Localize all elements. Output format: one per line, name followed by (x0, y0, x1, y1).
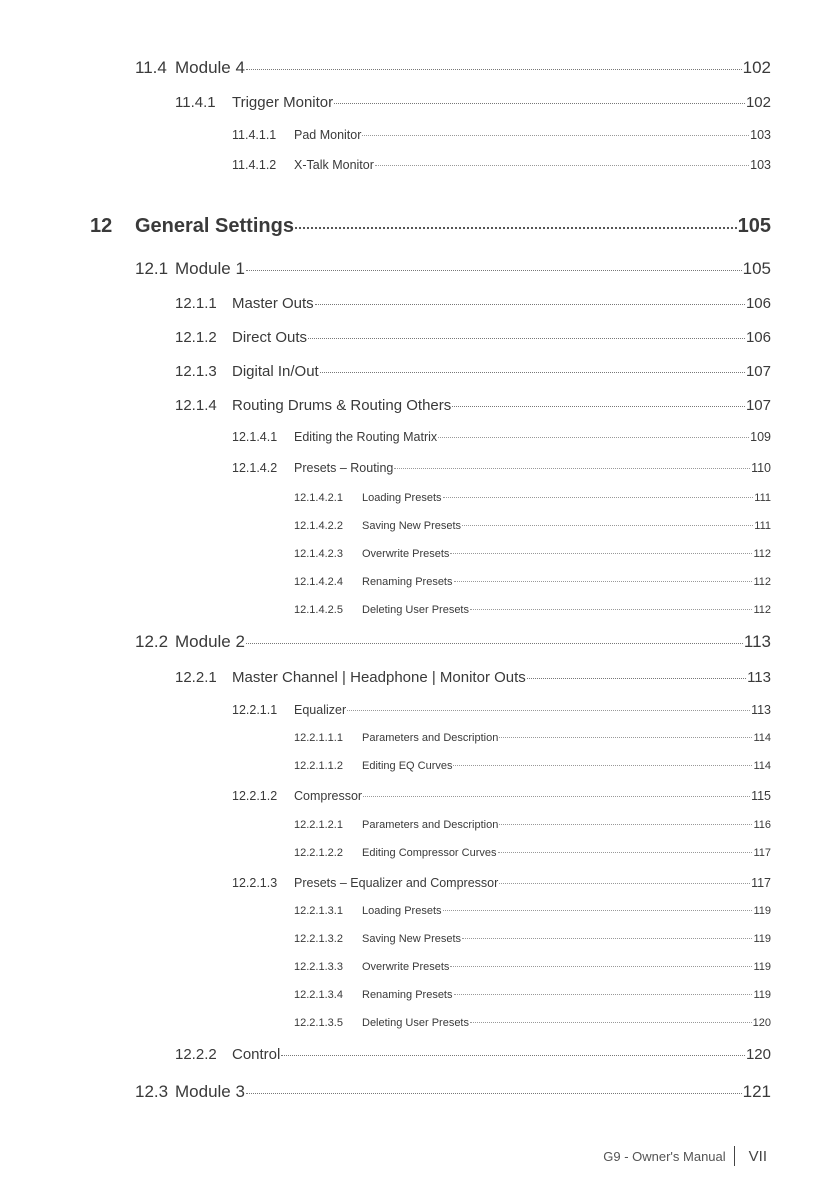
toc-entry-title: Digital In/Out (232, 363, 319, 380)
toc-entry[interactable] (175, 363, 771, 380)
toc-entry-number: 12.1.4 (175, 397, 217, 414)
toc-entry[interactable] (294, 961, 771, 973)
toc-dot-leader (499, 883, 750, 884)
toc-entry[interactable] (135, 1082, 771, 1102)
toc-dot-leader (320, 372, 745, 373)
toc-entry-title: Trigger Monitor (232, 94, 334, 111)
toc-entry-page: 120 (745, 1046, 771, 1063)
toc-entry[interactable] (175, 1046, 771, 1063)
toc-dot-leader (334, 103, 745, 104)
toc-entry-page: 113 (747, 669, 771, 686)
toc-entry-title: Parameters and Description (362, 732, 499, 744)
toc-dot-leader (462, 938, 752, 939)
toc-entry-title: Pad Monitor (294, 128, 362, 142)
toc-dot-leader (462, 525, 753, 526)
toc-dot-leader (450, 966, 752, 967)
toc-entry-number: 12.2.1.2 (232, 789, 278, 803)
toc-entry-title: Loading Presets (362, 492, 442, 504)
toc-entry[interactable] (232, 158, 771, 172)
toc-entry[interactable] (135, 58, 771, 78)
toc-entry[interactable] (175, 94, 771, 111)
toc-entry-page: 105 (737, 215, 771, 237)
toc-dot-leader (470, 609, 752, 610)
toc-dot-leader (453, 765, 752, 766)
toc-entry[interactable] (175, 669, 771, 686)
toc-dot-leader (281, 1055, 745, 1056)
toc-entry-number: 12.2.1.3 (232, 876, 278, 890)
toc-entry-page: 120 (752, 1017, 771, 1029)
toc-dot-leader (246, 643, 743, 644)
toc-dot-leader (527, 678, 746, 679)
toc-entry-title: Module 4 (175, 58, 245, 77)
toc-entry-title: Parameters and Description (362, 819, 499, 831)
toc-entry-page: 114 (753, 732, 771, 744)
toc-entry-number: 12.2.1.3.2 (294, 933, 343, 945)
toc-entry-number: 12.1.3 (175, 363, 217, 380)
toc-dot-leader (394, 468, 750, 469)
toc-entry[interactable] (294, 847, 771, 859)
toc-entry-number: 12.1.4.2.3 (294, 548, 343, 560)
toc-entry-title: Editing the Routing Matrix (294, 430, 438, 444)
toc-entry-page: 111 (754, 520, 771, 532)
toc-entry[interactable] (232, 703, 771, 717)
toc-entry-page: 113 (751, 703, 771, 717)
toc-entry-title: Module 2 (175, 632, 245, 651)
toc-entry[interactable] (294, 732, 771, 744)
toc-entry-title: Equalizer (294, 703, 347, 717)
toc-dot-leader (362, 135, 749, 136)
toc-entry-number: 12.1.4.2 (232, 461, 278, 475)
toc-entry-number: 12.2.1.1.2 (294, 760, 343, 772)
toc-entry[interactable] (135, 632, 771, 652)
toc-dot-leader (295, 227, 737, 229)
toc-entry-number: 11.4.1 (175, 94, 216, 111)
toc-entry-page: 117 (753, 847, 771, 859)
toc-entry-title: Master Channel | Headphone | Monitor Outs (232, 669, 526, 686)
toc-entry-number: 12.1.4.2.1 (294, 492, 343, 504)
footer-divider (734, 1146, 735, 1166)
toc-entry-title: Overwrite Presets (362, 961, 450, 973)
toc-entry-title: Renaming Presets (362, 576, 453, 588)
toc-entry-page: 119 (753, 989, 771, 1001)
toc-entry-number: 12.2.1.3.1 (294, 905, 343, 917)
toc-dot-leader (438, 437, 749, 438)
toc-entry-title: Overwrite Presets (362, 548, 450, 560)
toc-entry[interactable] (294, 520, 771, 532)
toc-entry[interactable] (294, 933, 771, 945)
toc-dot-leader (499, 824, 752, 825)
toc-entry[interactable] (175, 329, 771, 346)
toc-entry-number: 12.1.4.1 (232, 430, 278, 444)
toc-entry[interactable] (135, 259, 771, 279)
toc-entry-title: Presets – Routing (294, 461, 394, 475)
toc-entry[interactable] (175, 397, 771, 414)
toc-entry-title: Compressor (294, 789, 363, 803)
toc-dot-leader (375, 165, 749, 166)
toc-dot-leader (246, 69, 742, 70)
toc-entry-number: 12.2.1.3.3 (294, 961, 343, 973)
toc-entry-page: 103 (750, 158, 771, 172)
toc-dot-leader (246, 270, 742, 271)
toc-entry-title: Editing EQ Curves (362, 760, 453, 772)
toc-entry-page: 113 (743, 632, 771, 651)
toc-entry-page: 119 (753, 961, 771, 973)
toc-entry-number: 12.1.4.2.5 (294, 604, 343, 616)
toc-entry-number: 12.2.1.2.2 (294, 847, 343, 859)
toc-dot-leader (347, 710, 750, 711)
toc-dot-leader (454, 994, 753, 995)
toc-entry-number: 12.2 (135, 632, 169, 651)
toc-dot-leader (363, 796, 750, 797)
toc-entry-page: 112 (753, 576, 771, 588)
toc-entry[interactable] (294, 905, 771, 917)
toc-entry-page: 116 (753, 819, 771, 831)
toc-entry-title: Direct Outs (232, 329, 308, 346)
toc-entry[interactable] (294, 548, 771, 560)
toc-entry[interactable] (294, 604, 771, 616)
toc-entry-number: 12.1.1 (175, 295, 217, 312)
toc-entry-page: 119 (753, 933, 771, 945)
footer-page-number: VII (748, 1147, 767, 1165)
toc-entry-page: 117 (751, 876, 771, 890)
toc-dot-leader (308, 338, 745, 339)
toc-entry-number: 12.1.4.2.2 (294, 520, 343, 532)
toc-entry[interactable] (232, 876, 771, 890)
page-footer (603, 1146, 767, 1166)
toc-entry-title: Control (232, 1046, 281, 1063)
toc-dot-leader (470, 1022, 752, 1023)
footer-document-title: G9 - Owner's Manual (603, 1148, 726, 1164)
toc-entry-number: 12.2.1.1 (232, 703, 278, 717)
toc-entry-number: 12.3 (135, 1082, 169, 1101)
toc-entry-title: Module 1 (175, 259, 245, 278)
toc-entry-title: Module 3 (175, 1082, 245, 1101)
toc-entry-number: 12.2.2 (175, 1046, 217, 1063)
toc-entry-page: 114 (753, 760, 771, 772)
toc-entry-title: Master Outs (232, 295, 314, 312)
toc-entry-title: X-Talk Monitor (294, 158, 374, 172)
toc-entry-title: Editing Compressor Curves (362, 847, 497, 859)
toc-dot-leader (443, 910, 753, 911)
toc-entry-number: 12.1.2 (175, 329, 217, 346)
toc-entry-title: Renaming Presets (362, 989, 453, 1001)
toc-dot-leader (499, 737, 752, 738)
toc-entry-page: 111 (754, 492, 771, 504)
toc-entry[interactable] (232, 430, 771, 444)
toc-entry-number: 11.4 (135, 58, 167, 77)
toc-entry-number: 12.2.1 (175, 669, 217, 686)
toc-entry[interactable] (294, 760, 771, 772)
toc-entry-page: 112 (753, 548, 771, 560)
toc-entry[interactable] (90, 215, 771, 238)
toc-entry-number: 12.2.1.1.1 (294, 732, 343, 744)
toc-entry[interactable] (232, 461, 771, 475)
toc-entry-page: 112 (753, 604, 771, 616)
toc-entry-title: Presets – Equalizer and Compressor (294, 876, 499, 890)
toc-entry-number: 12.2.1.3.5 (294, 1017, 343, 1029)
toc-entry-title: General Settings (135, 215, 294, 237)
toc-entry-page: 105 (742, 259, 771, 278)
toc-entry[interactable] (175, 295, 771, 312)
toc-dot-leader (443, 497, 754, 498)
toc-entry[interactable] (294, 1017, 771, 1029)
toc-entry-title: Loading Presets (362, 905, 442, 917)
toc-entry-page: 102 (745, 94, 771, 111)
toc-entry-number: 12.1.4.2.4 (294, 576, 343, 588)
toc-dot-leader (454, 581, 753, 582)
toc-entry[interactable] (294, 819, 771, 831)
toc-dot-leader (315, 304, 745, 305)
toc-dot-leader (450, 553, 752, 554)
toc-entry-page: 106 (745, 329, 771, 346)
toc-entry-page: 107 (745, 363, 771, 380)
toc-entry-number: 12.2.1.3.4 (294, 989, 343, 1001)
toc-entry-number: 12.1 (135, 259, 169, 278)
toc-entry-title: Deleting User Presets (362, 604, 469, 616)
toc-entry-number: 11.4.1.1 (232, 128, 277, 142)
toc-entry[interactable] (232, 789, 771, 803)
toc-entry-title: Saving New Presets (362, 520, 462, 532)
toc-entry-page: 119 (753, 905, 771, 917)
toc-entry-page: 115 (751, 789, 771, 803)
toc-entry-page: 110 (751, 461, 771, 475)
toc-entry-page: 103 (750, 128, 771, 142)
toc-entry-page: 106 (745, 295, 771, 312)
toc-entry[interactable] (294, 989, 771, 1001)
toc-entry-title: Saving New Presets (362, 933, 462, 945)
toc-entry-page: 107 (745, 397, 771, 414)
toc-entry[interactable] (232, 128, 771, 142)
toc-entry-number: 12.2.1.2.1 (294, 819, 343, 831)
toc-dot-leader (452, 406, 745, 407)
toc-entry[interactable] (294, 576, 771, 588)
toc-entry-number: 11.4.1.2 (232, 158, 277, 172)
toc-entry[interactable] (294, 492, 771, 504)
toc-entry-page: 109 (750, 430, 771, 444)
toc-entry-page: 121 (742, 1082, 771, 1101)
toc-entry-title: Deleting User Presets (362, 1017, 469, 1029)
toc-entry-page: 102 (742, 58, 771, 77)
toc-dot-leader (498, 852, 753, 853)
toc-dot-leader (246, 1093, 742, 1094)
toc-entry-title: Routing Drums & Routing Others (232, 397, 452, 414)
toc-entry-number: 12 (90, 215, 113, 237)
